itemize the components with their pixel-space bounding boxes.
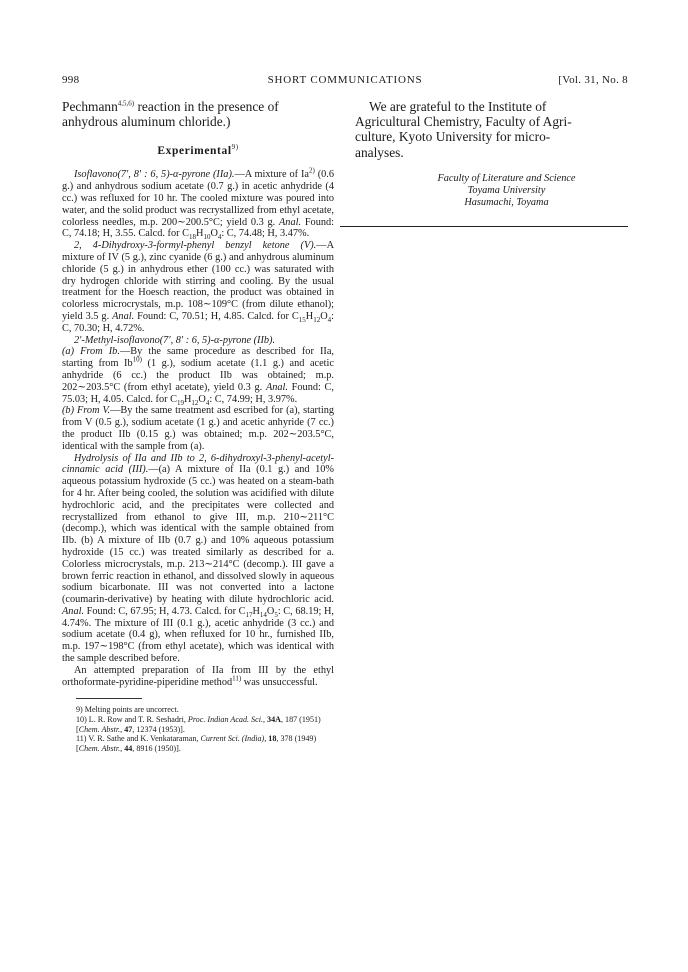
intro-continuation: Pechmann$^{4,5,6)}$ reaction in the presence of anhydrous aluminum chloride.)	[62, 99, 279, 130]
citation-ref: 4,5,6)	[117, 99, 135, 108]
footnote-divider	[76, 698, 142, 699]
citation-ref: 11)	[232, 674, 242, 683]
right-column	[355, 99, 628, 209]
footnote-9: 9) Melting points are uncorrect.	[76, 705, 179, 715]
acknowledgement: We are grateful to the Institute of Agricultural Chemistry, Faculty of Agri- culture, Kyoto University for micro- analyses.	[355, 99, 572, 160]
article-end-rule	[340, 226, 628, 227]
volume-info: [Vol. 31, No. 8	[558, 74, 628, 86]
left-column	[62, 99, 334, 753]
compound-title: Hydrolysis of IIa and IIb to 2, 6-dihydroxyl-3-phenyl-acetyl-cinnamic acid (III).	[62, 452, 334, 476]
citation-ref: 10)	[132, 355, 142, 364]
paragraph-iia: Isoflavono(7′, 8′ : 6, 5)-α-pyrone (IIa).—A mixture of Ia$^{2)}$ (0.6 g.) and anhydrous sodium acetate (0.7 g.) in acetic anhydride (4 cc.) was refluxed for 10 hr. The cooled mixture was poured into water, and the solid product was recrystallized from ethyl acetate, colorless needles, m.p. 200∼200.5°C; yield 0.3 g. Anal. Found: C, 74.18; H, 3.55. Calcd. for $C_{18}H_{10}O_4$: C, 74.48; H, 3.47%.	[62, 166, 335, 242]
page-number: 998	[62, 74, 80, 86]
compound-title: 2′-Methyl-isoflavono(7′, 8′ : 6, 5)-α-pyrone (IIb).	[74, 334, 276, 346]
compound-title: 2, 4-Dihydroxy-3-formyl-phenyl benzyl ketone (V).	[74, 240, 317, 252]
paragraph-attempted-prep: An attempted preparation of IIa from III by the ethyl orthoformate-pyridine-piperidine method$^{11)}$ was unsuccessful.	[62, 664, 334, 688]
citation-ref: 9)	[231, 143, 239, 152]
running-header	[62, 74, 628, 90]
section-heading-experimental: Experimental$^{9)}$	[157, 143, 239, 158]
running-title: SHORT COMMUNICATIONS	[267, 74, 423, 86]
footnote-10: 10) L. R. Row and T. R. Seshadri, Proc. Indian Acad. Sci., 34A, 187 (1951) [Chem. Abstr., 47, 12374 (1953)].	[76, 715, 321, 734]
paragraph-hydrolysis: Hydrolysis of IIa and IIb to 2, 6-dihydroxyl-3-phenyl-acetyl-cinnamic acid (III).—(a) A mixture of IIa (0.1 g.) and 10% aqueous potassium hydroxide (5 cc.) was heated on a steam-bath for 4 hr. After being cooled, the solution was acidified with dilute hydrochloric acid, and the precipitates were collected and recrystallized from ethanol to give III, m.p. 210∼211°C (decomp.), which was identical with the sample obtained from IIb. (b) A mixture of IIb (0.7 g.) and 10% aqueous potassium hydroxide (15 cc.) was treated similarly as described for a. Colorless microcrystals, m.p. 213∼214°C (decomp.). III gave a brown ferric reaction in ethanol, and dissolved slowly in aqueous sodium bicarbonate. III was not converted into a lactone (coumarin-derivative) by heating with dilute hydrochloric acid. Anal. Found: C, 67.95; H, 4.73. Calcd. for $C_{17}H_{14}O_5$: C, 68.19; H, 4.74%. The mixture of III (0.1 g.), acetic anhydride (3 cc.) and sodium acetate (0.4 g), when refluxed for 10 hr., furnished IIb, m.p. 197∼198°C (from ethyl acetate), which was identical with the sample described before.	[62, 452, 335, 665]
author-affiliation: Faculty of Literature and Science Toyama University Hasumachi, Toyama	[437, 172, 576, 208]
citation-ref: 2)	[308, 166, 315, 175]
paragraph-iib: 2′-Methyl-isoflavono(7′, 8′ : 6, 5)-α-pyrone (IIb). (a) From Ib.—By the same procedure as described for IIa, starting from Ib$^{10)}$ (1 g.), sodium acetate (1.1 g.) and acetic anhydride (6 cc.) the product IIb was obtained; m.p. 202∼203.5°C (from ethyl acetate), yield 0.3 g. Anal. Found: C, 75.03; H, 4.05. Calcd. for $C_{19}H_{12}O_4$: C, 74.99; H, 3.97%. (b) From V.—By the same treatment asd escribed for (a), starting from V (0.5 g.), sodium acetate (1 g.) and acetic anhyride (7 cc.) the product IIb (0.15 g.) was obtained; m.p. 202∼203.5°C, identical with the sample from (a).	[62, 334, 334, 452]
compound-title: Isoflavono(7′, 8′ : 6, 5)-α-pyrone (IIa).	[74, 169, 235, 181]
footnote-11: 11) V. R. Sathe and K. Venkataraman, Current Sci. (India), 18, 378 (1949) [Chem. Abstr., 44, 8916 (1950)].	[76, 734, 317, 753]
paragraph-v: 2, 4-Dihydroxy-3-formyl-phenyl benzyl ketone (V).—A mixture of IV (5 g.), zinc cyanide (6 g.) and anhydrous aluminum chloride (5 g.) in anhydrous ether (100 cc.) was saturated with dry hydrogen chloride with stirring and cooling. By the usual treatment for the Hoesch reaction, the product was obtained in colorless microcrystals, m.p. 108∼109°C (from dilute ethanol); yield 3.5 g. Anal. Found: C, 70.51; H, 4.85. Calcd. for $C_{15}H_{12}O_4$: C, 70.30; H, 4.72%.	[62, 240, 334, 334]
